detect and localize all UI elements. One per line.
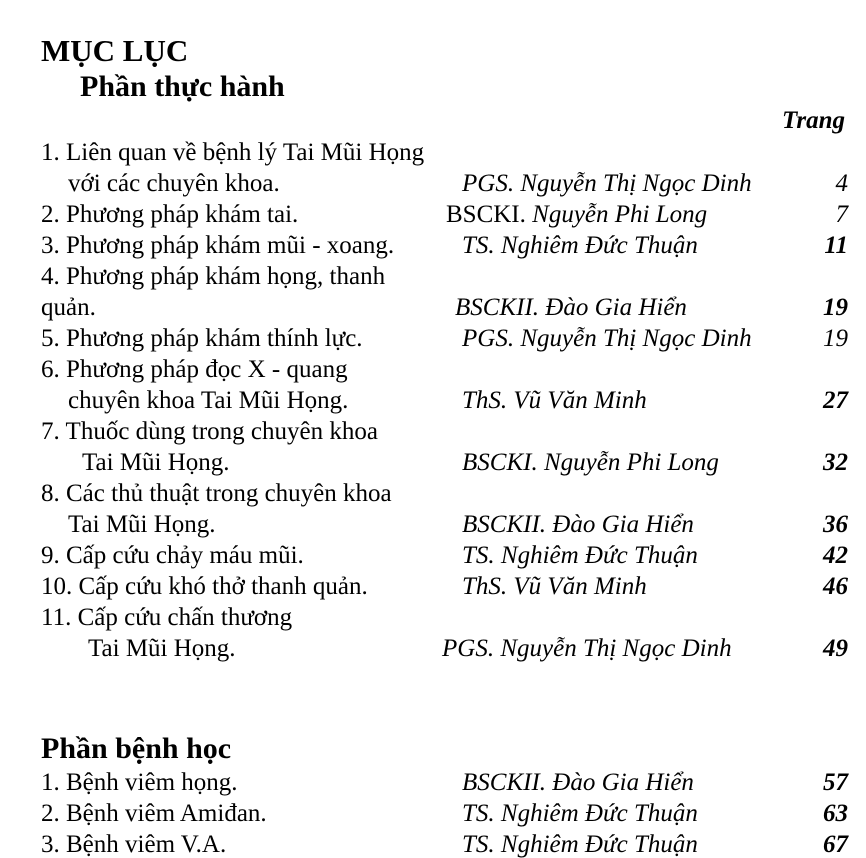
entry-page: 67 [823, 831, 848, 858]
entry-page: 57 [823, 769, 848, 796]
entry-page: 19 [823, 294, 848, 321]
entry-page: 19 [823, 325, 848, 352]
entry-author: TS. Nghiêm Đức Thuận [462, 232, 698, 259]
entry-title: 1. Liên quan về bệnh lý Tai Mũi Họng [41, 139, 425, 166]
entry-title-cont: chuyên khoa Tai Mũi Họng. [68, 387, 349, 414]
entry-author: BSCKI. Nguyễn Phi Long [462, 449, 719, 476]
entry-author: BSCKII. Đào Gia Hiển [462, 769, 694, 796]
entry-title: 2. Phương pháp khám tai. [41, 201, 299, 228]
entry-page: 46 [823, 573, 848, 600]
entry-page: 36 [823, 511, 848, 538]
entry-title: 5. Phương pháp khám thính lực. [41, 325, 363, 352]
entry-title: 6. Phương pháp đọc X - quang [41, 356, 348, 383]
entry-page: 4 [835, 170, 848, 197]
entry-page: 27 [823, 387, 848, 414]
entry-title-cont: quản. [41, 294, 96, 321]
entry-author: BSCKII. Đào Gia Hiển [455, 294, 687, 321]
entry-title-cont: với các chuyên khoa. [68, 170, 280, 197]
entry-author: TS. Nghiêm Đức Thuận [462, 542, 698, 569]
entry-title-cont: Tai Mũi Họng. [88, 635, 236, 662]
entry-author: PGS. Nguyễn Thị Ngọc Dinh [462, 170, 752, 197]
entry-title-cont: Tai Mũi Họng. [82, 449, 230, 476]
entry-title-cont: Tai Mũi Họng. [68, 511, 216, 538]
page-column-header: Trang [782, 107, 845, 134]
entry-title: 1. Bệnh viêm họng. [41, 769, 238, 796]
entry-title: 2. Bệnh viêm Amiđan. [41, 800, 267, 827]
entry-page: 11 [824, 232, 848, 259]
entry-title: 10. Cấp cứu khó thở thanh quản. [41, 573, 368, 600]
entry-author: ThS. Vũ Văn Minh [462, 387, 647, 414]
entry-author: PGS. Nguyễn Thị Ngọc Dinh [442, 635, 732, 662]
entry-page: 32 [823, 449, 848, 476]
entry-page: 49 [823, 635, 848, 662]
entry-author: ThS. Vũ Văn Minh [462, 573, 647, 600]
entry-page: 7 [835, 201, 848, 228]
entry-title: 4. Phương pháp khám họng, thanh [41, 263, 386, 290]
entry-author-name: Nguyễn Phi Long [532, 201, 708, 228]
section-heading-practice: Phần thực hành [80, 70, 285, 103]
entry-title: 3. Phương pháp khám mũi - xoang. [41, 232, 395, 259]
page-title: MỤC LỤC [41, 33, 189, 68]
entry-author-prefix: BSCKI. [446, 201, 526, 228]
entry-title: 11. Cấp cứu chấn thương [41, 604, 293, 631]
entry-title: 7. Thuốc dùng trong chuyên khoa [41, 418, 378, 445]
entry-page: 63 [823, 800, 848, 827]
section-heading-pathology: Phần bệnh học [41, 732, 232, 765]
entry-page: 42 [823, 542, 848, 569]
entry-author: PGS. Nguyễn Thị Ngọc Dinh [462, 325, 752, 352]
entry-title: 9. Cấp cứu chảy máu mũi. [41, 542, 304, 569]
entry-author: BSCKII. Đào Gia Hiển [462, 511, 694, 538]
entry-title: 8. Các thủ thuật trong chuyên khoa [41, 480, 392, 507]
entry-author: TS. Nghiêm Đức Thuận [462, 800, 698, 827]
entry-author: TS. Nghiêm Đức Thuận [462, 831, 698, 858]
entry-title: 3. Bệnh viêm V.A. [41, 831, 227, 858]
